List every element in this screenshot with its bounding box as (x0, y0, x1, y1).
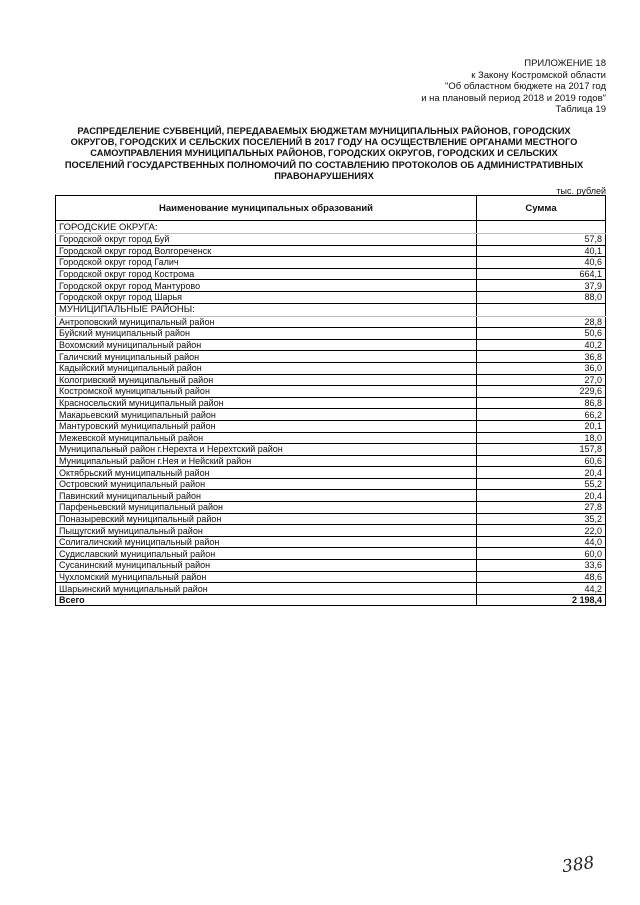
municipality-sum: 36,0 (477, 362, 606, 374)
municipality-name: Антроповский муниципальный район (56, 316, 477, 328)
header-sum: Сумма (477, 196, 606, 221)
table-row (56, 386, 606, 398)
municipality-name: Макарьевский муниципальный район (56, 409, 477, 421)
table-row (56, 513, 606, 525)
table-row (56, 571, 606, 583)
table-row (56, 467, 606, 479)
municipality-sum: 37,9 (477, 280, 606, 292)
municipality-name: Красносельский муниципальный район (56, 397, 477, 409)
municipality-name: Солигаличский муниципальный район (56, 536, 477, 548)
municipality-name: Павинский муниципальный район (56, 490, 477, 502)
table-row (56, 583, 606, 595)
table-number: Таблица 19 (555, 104, 606, 115)
municipality-sum: 28,8 (477, 316, 606, 328)
municipality-name: Буйский муниципальный район (56, 328, 477, 340)
municipality-name: Межевской муниципальный район (56, 432, 477, 444)
appendix-period: и на плановый период 2018 и 2019 годов" (421, 92, 606, 104)
table-header-row (56, 196, 606, 221)
table-row (56, 362, 606, 374)
municipality-name: Судиславский муниципальный район (56, 548, 477, 560)
table-row (56, 257, 606, 269)
table-row (56, 328, 606, 340)
municipality-sum: 48,6 (477, 571, 606, 583)
municipality-sum: 66,2 (477, 409, 606, 421)
municipality-sum: 33,6 (477, 560, 606, 572)
municipality-sum: 157,8 (477, 444, 606, 456)
municipality-sum: 20,1 (477, 420, 606, 432)
table-row (56, 280, 606, 292)
appendix-budget-ref: "Об областном бюджете на 2017 год (445, 81, 606, 92)
municipality-name: Городской округ город Буй (56, 234, 477, 246)
municipality-sum: 44,2 (477, 583, 606, 595)
section-label: ГОРОДСКИЕ ОКРУГА: (56, 221, 477, 234)
municipality-name: Мантуровский муниципальный район (56, 420, 477, 432)
municipality-sum: 36,8 (477, 351, 606, 363)
distribution-table (55, 195, 606, 606)
municipality-name: Кологривский муниципальный район (56, 374, 477, 386)
table-row (56, 291, 606, 303)
table-row (56, 455, 606, 467)
section-header-row (56, 303, 606, 316)
table-row (56, 420, 606, 432)
municipality-name: Шарьинский муниципальный район (56, 583, 477, 595)
table-row (56, 316, 606, 328)
table-row (56, 234, 606, 246)
table-row (56, 374, 606, 386)
municipality-name: Галичский муниципальный район (56, 351, 477, 363)
table-row (56, 478, 606, 490)
municipality-name: Городской округ город Кострома (56, 268, 477, 280)
municipality-sum: 86,8 (477, 397, 606, 409)
municipality-sum: 60,0 (477, 548, 606, 560)
table-row (56, 502, 606, 514)
municipality-name: Сусанинский муниципальный район (56, 560, 477, 572)
table-row (56, 397, 606, 409)
municipality-name: Поназыревский муниципальный район (56, 513, 477, 525)
municipality-sum: 664,1 (477, 268, 606, 280)
total-sum: 2 198,4 (477, 594, 606, 606)
municipality-sum: 27,0 (477, 374, 606, 386)
appendix-number: ПРИЛОЖЕНИЕ 18 (524, 58, 606, 69)
appendix-law-ref: к Закону Костромской области (471, 69, 606, 81)
municipality-name: Пыщугский муниципальный район (56, 525, 477, 537)
municipality-name: Муниципальный район г.Нерехта и Нерехтский район (56, 444, 477, 456)
table-body (56, 221, 606, 606)
municipality-name: Парфеньевский муниципальный район (56, 502, 477, 514)
municipality-sum: 55,2 (477, 478, 606, 490)
municipality-name: Муниципальный район г.Нея и Нейский район (56, 455, 477, 467)
municipality-sum: 27,8 (477, 502, 606, 514)
municipality-sum: 40,6 (477, 257, 606, 269)
municipality-name: Кадыйский муниципальный район (56, 362, 477, 374)
page-number: 388 (560, 852, 596, 878)
section-label: МУНИЦИПАЛЬНЫЕ РАЙОНЫ: (56, 303, 477, 316)
municipality-name: Городской округ город Волгореченск (56, 245, 477, 257)
municipality-sum: 50,6 (477, 328, 606, 340)
total-label: Всего (56, 594, 477, 606)
table-row (56, 339, 606, 351)
header-name: Наименование муниципальных образований (56, 196, 477, 221)
municipality-name: Островский муниципальный район (56, 478, 477, 490)
section-sum-empty (477, 303, 606, 316)
table-row (56, 444, 606, 456)
document-title: РАСПРЕДЕЛЕНИЕ СУБВЕНЦИЙ, ПЕРЕДАВАЕМЫХ БЮДЖЕТАМ МУНИЦИПАЛЬНЫХ РАЙОНОВ, ГОРОДСКИХ ОКРУГОВ, ГОРОДСКИХ И СЕЛЬСКИХ ПОСЕЛЕНИЙ В 2017 ГОДУ НА ОСУЩЕСТВЛЕНИЕ ОРГАНАМИ МЕСТНОГО САМОУПРАВЛЕНИЯ МУНИЦИПАЛЬНЫХ РАЙОНОВ, ГОРОДСКИХ ОКРУГОВ, ГОРОДСКИХ И СЕЛЬСКИХ ПОСЕЛЕНИЙ ГОСУДАРСТВЕННЫХ ПОЛНОМОЧИЙ ПО СОСТАВЛЕНИЮ ПРОТОКОЛОВ ОБ АДМИНИСТРАТИВНЫХ ПРАВОНАРУШЕНИЯХ (64, 126, 584, 181)
municipality-name: Городской округ город Шарья (56, 291, 477, 303)
table-row (56, 351, 606, 363)
municipality-sum: 35,2 (477, 513, 606, 525)
table-row (56, 525, 606, 537)
municipality-sum: 44,0 (477, 536, 606, 548)
municipality-name: Октябрьский муниципальный район (56, 467, 477, 479)
table-row (56, 490, 606, 502)
section-sum-empty (477, 221, 606, 234)
municipality-sum: 20,4 (477, 490, 606, 502)
municipality-name: Вохомский муниципальный район (56, 339, 477, 351)
municipality-sum: 22,0 (477, 525, 606, 537)
municipality-sum: 60,6 (477, 455, 606, 467)
section-header-row (56, 221, 606, 234)
municipality-name: Городской округ город Мантурово (56, 280, 477, 292)
appendix-header (306, 58, 606, 116)
municipality-name: Городской округ город Галич (56, 257, 477, 269)
table-row (56, 409, 606, 421)
municipality-name: Чухломский муниципальный район (56, 571, 477, 583)
table-row (56, 432, 606, 444)
table-row (56, 560, 606, 572)
table-row (56, 245, 606, 257)
municipality-sum: 88,0 (477, 291, 606, 303)
municipality-name: Костромской муниципальный район (56, 386, 477, 398)
municipality-sum: 40,2 (477, 339, 606, 351)
table-row (56, 268, 606, 280)
municipality-sum: 57,8 (477, 234, 606, 246)
municipality-sum: 18,0 (477, 432, 606, 444)
unit-label: тыс. рублей (556, 186, 606, 196)
table-row (56, 548, 606, 560)
municipality-sum: 20,4 (477, 467, 606, 479)
total-row (56, 594, 606, 606)
municipality-sum: 40,1 (477, 245, 606, 257)
table-row (56, 536, 606, 548)
municipality-sum: 229,6 (477, 386, 606, 398)
